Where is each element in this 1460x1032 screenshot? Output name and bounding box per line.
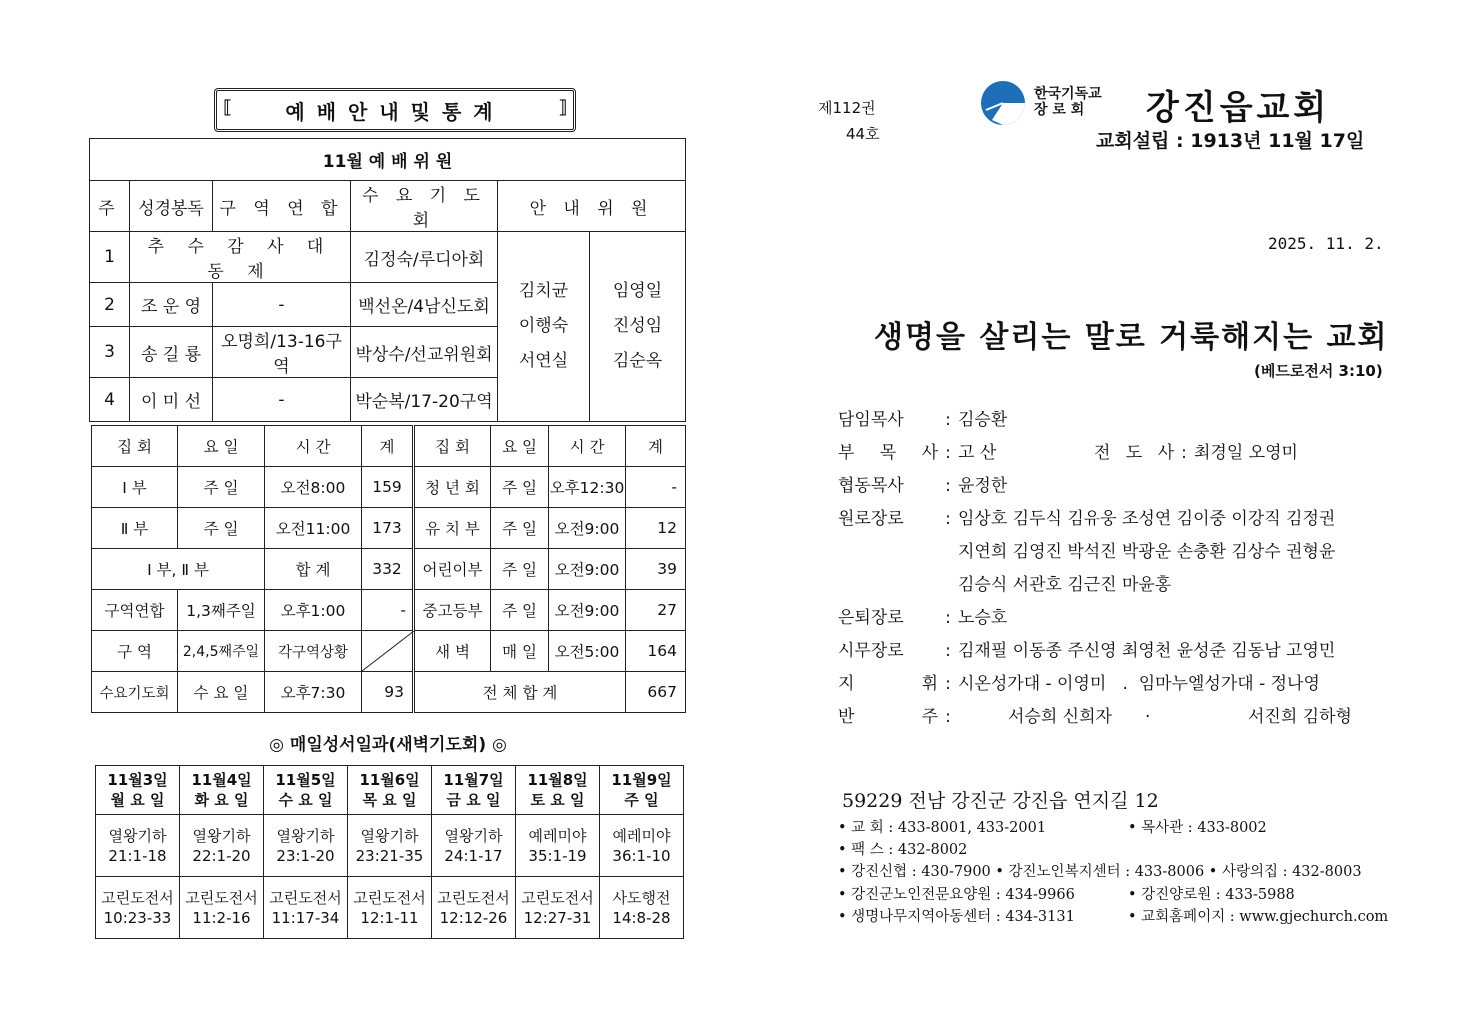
table-row: [92, 467, 686, 508]
reading-cell: [432, 815, 516, 877]
passage: 10:23-33: [103, 908, 172, 927]
passage: 12:12-26: [439, 908, 508, 927]
meeting-day: 수 요 일: [178, 672, 265, 713]
meeting-name: Ⅰ 부: [92, 467, 178, 508]
meeting-count: 93: [362, 672, 414, 713]
passage: 21:1-18: [108, 846, 167, 865]
attendance-table: [91, 425, 686, 713]
usher-name: 진성임: [612, 316, 663, 336]
reading-dow: 금 요 일: [446, 791, 501, 809]
meeting-time: 오후7:30: [265, 672, 362, 713]
staff-label: 은퇴장로: [838, 608, 904, 628]
meeting-count: 332: [362, 549, 414, 590]
grand-total: 667: [626, 672, 686, 713]
meeting-count: 159: [362, 467, 414, 508]
meeting-time: 오전11:00: [265, 508, 362, 549]
meeting-name: 청 년 회: [414, 467, 491, 508]
denomination: [1034, 86, 1134, 118]
col-day: 요 일: [178, 426, 265, 467]
union-cell: -: [213, 283, 351, 327]
contact-homepage[interactable]: • 교회홈페이지 : www.gjechurch.com: [1128, 909, 1389, 925]
reader-cell: 이 미 선: [130, 378, 213, 422]
contact-elder-home: • 강진양로원 : 433-5988: [1128, 887, 1295, 903]
contact-childcenter: • 생명나무지역아동센터 : 434-3131: [838, 909, 1075, 925]
col-time: 시 간: [265, 426, 362, 467]
usher-name: 김순옥: [612, 351, 663, 371]
table-row: [92, 508, 686, 549]
meeting-time: 오후1:00: [265, 590, 362, 631]
denomination-line2: 장 로 회: [1034, 102, 1085, 118]
passage: 24:1-17: [444, 846, 503, 865]
staff-value: 임상호 김두식 김유웅 조성연 김이중 이강직 김정권: [958, 509, 1336, 529]
reading-cell: [180, 877, 264, 939]
week-no: 3: [90, 327, 130, 378]
meeting-time: 오전9:00: [549, 549, 626, 590]
reader-cell: 조 운 영: [130, 283, 213, 327]
staff-evangelist: 전 도 사 : 최경일 오영미: [1094, 438, 1298, 463]
meeting-time: 오후12:30: [549, 467, 626, 508]
staff-elders: 원로장로 : 임상호 김두식 김유웅 조성연 김이중 이강직 김정권: [838, 504, 1335, 529]
reading-dow: 주 일: [624, 791, 659, 809]
denomination-line1: 한국기독교: [1034, 86, 1102, 102]
staff-label: 시무장로: [838, 641, 904, 661]
church-name: 강진읍교회: [1146, 88, 1331, 128]
reading-dow: 목 요 일: [362, 791, 417, 809]
church-motto: 생명을 살리는 말로 거룩해지는 교회: [874, 320, 1389, 355]
meeting-count: 12: [626, 508, 686, 549]
meeting-name: 새 벽: [414, 631, 491, 672]
issue-number: 44호: [846, 125, 880, 143]
meeting-day: 주 일: [178, 508, 265, 549]
worship-banner: [214, 88, 576, 132]
reading-title: ◎ 매일성서일과(새벽기도회) ◎: [269, 735, 507, 755]
usher-name: 이행숙: [518, 316, 569, 336]
meeting-name: Ⅰ 부, Ⅱ 부: [92, 549, 265, 590]
table-row: [92, 590, 686, 631]
contact-church: • 교 회 : 433-8001, 433-2001: [838, 820, 1047, 836]
meeting-day: 2,4,5째주일: [178, 631, 265, 672]
meeting-time: 오전9:00: [549, 508, 626, 549]
table-row: [92, 631, 686, 672]
passage: 36:1-10: [612, 846, 671, 865]
meeting-time: 오전9:00: [549, 590, 626, 631]
reading-dow: 화 요 일: [194, 791, 249, 809]
meeting-day: 주 일: [491, 590, 549, 631]
col-meeting: 집 회: [414, 426, 491, 467]
col-week: 주: [90, 181, 130, 232]
staff-value: 시온성가대 - 이영미 . 임마누엘성가대 - 정나영: [958, 674, 1320, 694]
meeting-day: 1,3째주일: [178, 590, 265, 631]
meeting-count: -: [362, 590, 414, 631]
table-row: [92, 672, 686, 713]
usher-name: 김치균: [518, 281, 569, 301]
col-count: 계: [626, 426, 686, 467]
meeting-count: 39: [626, 549, 686, 590]
passage: 11:17-34: [271, 908, 340, 927]
staff-value: 김재필 이동종 주신영 최영천 윤성준 김동남 고영민: [958, 641, 1336, 661]
staff-label: 부 목 사: [838, 443, 938, 463]
reading-day-header: [264, 766, 348, 815]
col-reader: 성경봉독: [130, 181, 213, 232]
staff-accompanist: 반 주 :: [838, 702, 958, 727]
staff-value: 최경일 오영미: [1194, 443, 1298, 463]
meeting-time: 오전8:00: [265, 467, 362, 508]
reading-cell: [96, 815, 180, 877]
union-cell: -: [213, 378, 351, 422]
committee-caption: 11월 예 배 위 원: [90, 139, 686, 181]
passage: 22:1-20: [192, 846, 251, 865]
book: 고린도전서: [521, 888, 594, 907]
reading-date-row: [96, 766, 684, 815]
meeting-day: 주 일: [491, 549, 549, 590]
book: 열왕기하: [276, 826, 335, 845]
union-cell: 오명희/13-16구역: [213, 327, 351, 378]
book: 고린도전서: [437, 888, 510, 907]
thanksgiving-cell: 추 수 감 사 대 동 제: [130, 232, 351, 283]
reading-cell: [516, 815, 600, 877]
staff-label: 원로장로: [838, 509, 904, 529]
staff-label: 반 주: [838, 707, 938, 727]
meeting-time: 오전5:00: [549, 631, 626, 672]
usher-name: 임영일: [612, 281, 663, 301]
grand-total-label: 전 체 합 계: [414, 672, 626, 713]
staff-label: 전 도 사: [1094, 443, 1174, 463]
passage: 14:8-28: [612, 908, 671, 927]
meeting-count: 173: [362, 508, 414, 549]
reading-day-header: [600, 766, 684, 815]
meeting-name: Ⅱ 부: [92, 508, 178, 549]
passage: 12:27-31: [523, 908, 592, 927]
passage: 35:1-19: [528, 846, 587, 865]
staff-value: 서진희 김하형: [1248, 707, 1352, 727]
reading-date: 11월3일: [107, 771, 168, 789]
meeting-day: 주 일: [491, 467, 549, 508]
book: 열왕기하: [444, 826, 503, 845]
diagonal-cell: [362, 631, 414, 672]
col-ushers: 안 내 위 원: [498, 181, 686, 232]
book: 고린도전서: [269, 888, 342, 907]
week-no: 1: [90, 232, 130, 283]
staff-value: 김승식 서관호 김근진 마윤홍: [958, 575, 1172, 595]
week-no: 2: [90, 283, 130, 327]
reading-row-1: [96, 815, 684, 877]
book: 고린도전서: [101, 888, 174, 907]
col-wednesday: 수 요 기 도 회: [351, 181, 498, 232]
passage: 12:1-11: [360, 908, 419, 927]
staff-coop: 협동목사 : 윤정한: [838, 471, 1007, 496]
reading-cell: [348, 815, 432, 877]
meeting-name: 구역연합: [92, 590, 178, 631]
wednesday-cell: 김정숙/루디아회: [351, 232, 498, 283]
meeting-name: 구 역: [92, 631, 178, 672]
reading-date: 11월7일: [443, 771, 504, 789]
meeting-day: 주 일: [178, 467, 265, 508]
reading-day-header: [348, 766, 432, 815]
passage: 23:1-20: [276, 846, 335, 865]
contact-affiliates: • 강진신협 : 430-7900 • 강진노인복지센터 : 433-8006 • 사랑의집 : 432-8003: [838, 864, 1362, 880]
staff-value: 지연희 김영진 박석진 박광운 손충환 김상수 권형윤: [958, 542, 1336, 562]
reading-table: [95, 765, 684, 939]
meeting-count: 27: [626, 590, 686, 631]
book: 열왕기하: [360, 826, 419, 845]
col-union: 구 역 연 합: [213, 181, 351, 232]
issue-info: [818, 95, 880, 147]
separator-dot: .: [1145, 702, 1151, 722]
passage: 11:2-16: [192, 908, 251, 927]
ornament-left-icon: ⟦: [223, 97, 232, 118]
staff-label: 협동목사: [838, 476, 904, 496]
wednesday-cell: 박순복/17-20구역: [351, 378, 498, 422]
table-row: [92, 549, 686, 590]
col-count: 계: [362, 426, 414, 467]
table-row: [90, 232, 686, 283]
staff-value: 노승호: [958, 608, 1008, 628]
book: 고린도전서: [353, 888, 426, 907]
meeting-count: -: [626, 467, 686, 508]
meeting-name: 중고등부: [414, 590, 491, 631]
staff-value: 서승희 신희자: [1008, 707, 1112, 727]
reading-date: 11월6일: [359, 771, 420, 789]
reading-date: 11월4일: [191, 771, 252, 789]
reading-cell: [600, 877, 684, 939]
wednesday-cell: 백선온/4남신도회: [351, 283, 498, 327]
reading-day-header: [96, 766, 180, 815]
reading-dow: 월 요 일: [110, 791, 165, 809]
reading-date: 11월5일: [275, 771, 336, 789]
meeting-day: 매 일: [491, 631, 549, 672]
book: 고린도전서: [185, 888, 258, 907]
usher-name: 서연실: [518, 351, 569, 371]
worship-committee-table: [89, 138, 686, 422]
reading-day-header: [432, 766, 516, 815]
ushers-a: [498, 232, 590, 422]
book: 열왕기하: [108, 826, 167, 845]
week-no: 4: [90, 378, 130, 422]
ornament-right-icon: ⟧: [558, 97, 567, 118]
staff-value: 윤정한: [958, 476, 1008, 496]
col-time: 시 간: [549, 426, 626, 467]
staff-label: 담임목사: [838, 410, 904, 430]
banner-title: 예배안내및통계: [285, 99, 505, 124]
meeting-name: 어린이부: [414, 549, 491, 590]
book: 예레미야: [612, 826, 671, 845]
staff-active-elders: 시무장로 : 김재필 이동종 주신영 최영천 윤성준 김동남 고영민: [838, 636, 1335, 661]
col-day: 요 일: [491, 426, 549, 467]
meeting-day: 주 일: [491, 508, 549, 549]
staff-associate: 부 목 사 : 고 산: [838, 438, 996, 463]
staff-value: 고 산: [958, 443, 997, 463]
motto-verse: (베드로전서 3:10): [1254, 362, 1383, 380]
book: 열왕기하: [192, 826, 251, 845]
reading-date: 11월9일: [611, 771, 672, 789]
contact-nursing-home: • 강진군노인전문요양원 : 434-9966: [838, 887, 1075, 903]
meeting-name: 유 치 부: [414, 508, 491, 549]
reading-day-header: [180, 766, 264, 815]
reading-row-2: [96, 877, 684, 939]
reading-cell: [516, 877, 600, 939]
subtotal-label: 합 계: [265, 549, 362, 590]
meeting-name: 수요기도회: [92, 672, 178, 713]
book: 사도행전: [612, 888, 671, 907]
reading-day-header: [516, 766, 600, 815]
reader-cell: 송 길 룡: [130, 327, 213, 378]
contact-manse: • 목사관 : 433-8002: [1128, 820, 1267, 836]
diagonal-line: [362, 631, 414, 671]
founded-date: 교회설립 : 1913년 11월 17일: [1096, 130, 1365, 152]
ushers-b: [590, 232, 686, 422]
reading-cell: [348, 877, 432, 939]
bulletin-date: 2025. 11. 2.: [1268, 234, 1384, 253]
passage: 23:21-35: [355, 846, 424, 865]
contact-fax: • 팩 스 : 432-8002: [838, 842, 968, 858]
book: 예레미야: [528, 826, 587, 845]
staff-retired: 은퇴장로 : 노승호: [838, 603, 1007, 628]
church-address: 59229 전남 강진군 강진읍 연지길 12: [842, 790, 1159, 812]
reading-cell: [180, 815, 264, 877]
staff-label: 지 휘: [838, 674, 938, 694]
reading-dow: 토 요 일: [530, 791, 585, 809]
reading-cell: [96, 877, 180, 939]
reading-date: 11월8일: [527, 771, 588, 789]
church-logo-icon: [980, 80, 1026, 126]
reading-cell: [264, 815, 348, 877]
staff-value: 김승환: [958, 410, 1008, 430]
reading-cell: [264, 877, 348, 939]
attendance-header: [92, 426, 686, 467]
meeting-time: 각구역상황: [265, 631, 362, 672]
col-meeting: 집 회: [92, 426, 178, 467]
reading-dow: 수 요 일: [278, 791, 333, 809]
meeting-count: 164: [626, 631, 686, 672]
wednesday-cell: 박상수/선교위원회: [351, 327, 498, 378]
reading-cell: [600, 815, 684, 877]
volume-number: 제112권: [818, 99, 876, 117]
staff-senior-pastor: 담임목사 : 김승환: [838, 405, 1007, 430]
reading-cell: [432, 877, 516, 939]
staff-conductor: 지 휘 : 시온성가대 - 이영미 . 임마누엘성가대 - 정나영: [838, 669, 1320, 694]
